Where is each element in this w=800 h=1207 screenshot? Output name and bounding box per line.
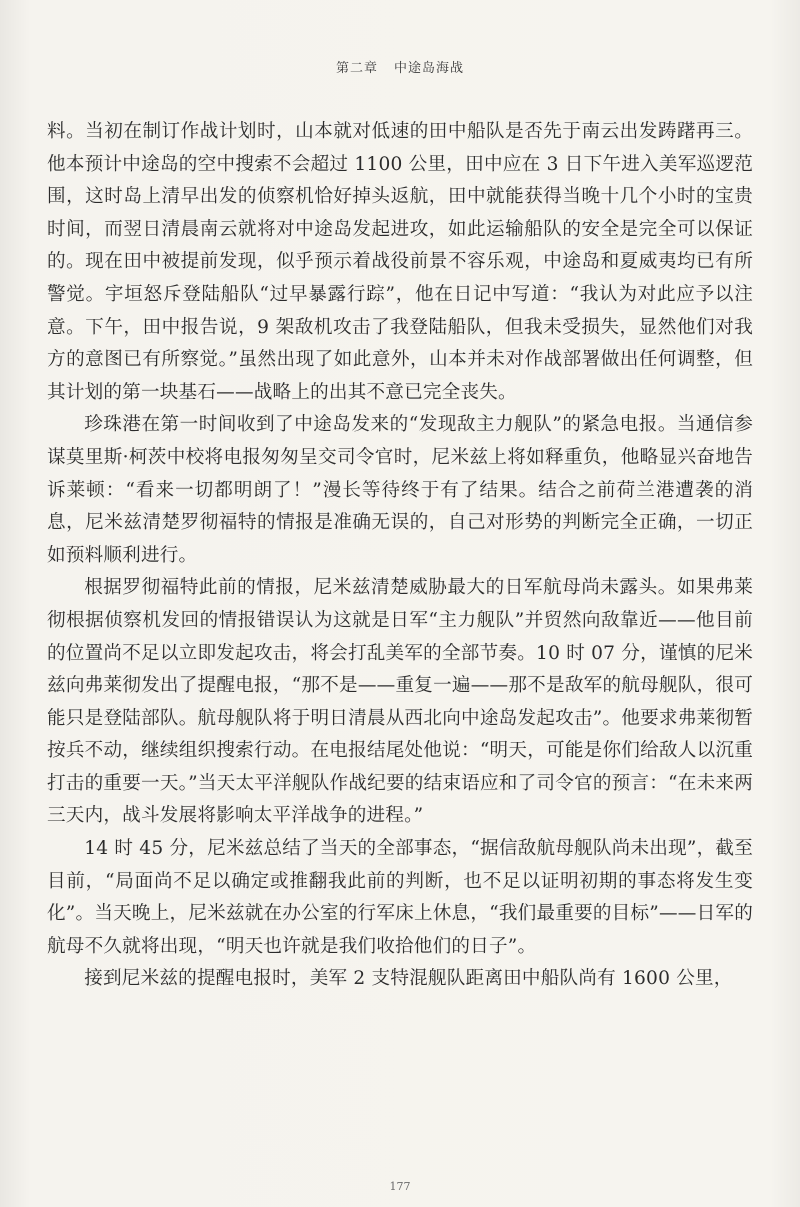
paragraph: 料。当初在制订作战计划时，山本就对低速的田中船队是否先于南云出发踌躇再三。他本预计中途岛的空中搜索不会超过 1100 公里，田中应在 3 日下午进入美军巡逻范围，这时岛上清早出发的侦察机恰好掉头返航，田中就能获得当晚十几个小时的宝贵时间，而翌日清晨南云就将对中途岛发起进攻，如此运输船队的安全是完全可以保证的。现在田中被提前发现，似乎预示着战役前景不容乐观，中途岛和夏威夷均已有所警觉。宇垣怒斥登陆船队“过早暴露行踪”，他在日记中写道：“我认为对此应予以注意。下午，田中报告说，9 架敌机攻击了我登陆船队，但我未受损失，显然他们对我方的意图已有所察觉。”虽然出现了如此意外，山本并未对作战部署做出任何调整，但其计划的第一块基石——战略上的出其不意已完全丧失。 xyxy=(47,121,753,403)
chapter-title: 中途岛海战 xyxy=(394,61,465,76)
chapter-number: 第二章 xyxy=(335,61,378,76)
paragraph: 14 时 45 分，尼米兹总结了当天的全部事态，“据信敌航母舰队尚未出现”，截至目前，“局面尚不足以确定或推翻我此前的判断，也不足以证明初期的事态将发生变化”。当天晚上，尼米兹就在办公室的行军床上休息，“我们最重要的目标”——日军的航母不久就将出现，“明天也许就是我们收拾他们的日子”。 xyxy=(47,838,753,957)
paragraph: 根据罗彻福特此前的情报，尼米兹清楚威胁最大的日军航母尚未露头。如果弗莱彻根据侦察机发回的情报错误认为这就是日军“主力舰队”并贸然向敌靠近——他目前的位置尚不足以立即发起攻击，将会打乱美军的全部节奏。10 时 07 分，谨慎的尼米兹向弗莱彻发出了提醒电报，“那不是——重复一遍——那不是敌军的航母舰队，很可能只是登陆部队。航母舰队将于明日清晨从西北向中途岛发起攻击”。他要求弗莱彻暂按兵不动，继续组织搜索行动。在电报结尾处他说：“明天，可能是你们给敌人以沉重打击的重要一天。”当天太平洋舰队作战纪要的结束语应和了司令官的预言：“在未来两三天内，战斗发展将影响太平洋战争的进程。” xyxy=(47,577,753,827)
paragraph: 珍珠港在第一时间收到了中途岛发来的“发现敌主力舰队”的紧急电报。当通信参谋莫里斯·柯茨中校将电报匆匆呈交司令官时，尼米兹上将如释重负，他略显兴奋地告诉莱顿：“看来一切都明朗了！”漫长等待终于有了结果。结合之前荷兰港遭袭的消息，尼米兹清楚罗彻福特的情报是准确无误的，自己对形势的判断完全正确，一切正如预料顺利进行。 xyxy=(47,414,753,566)
body-text xyxy=(47,116,753,996)
running-header xyxy=(0,57,800,76)
paragraph: 接到尼米兹的提醒电报时，美军 2 支特混舰队距离田中船队尚有 1600 公里， xyxy=(84,968,733,990)
page-number: 177 xyxy=(389,1180,411,1193)
